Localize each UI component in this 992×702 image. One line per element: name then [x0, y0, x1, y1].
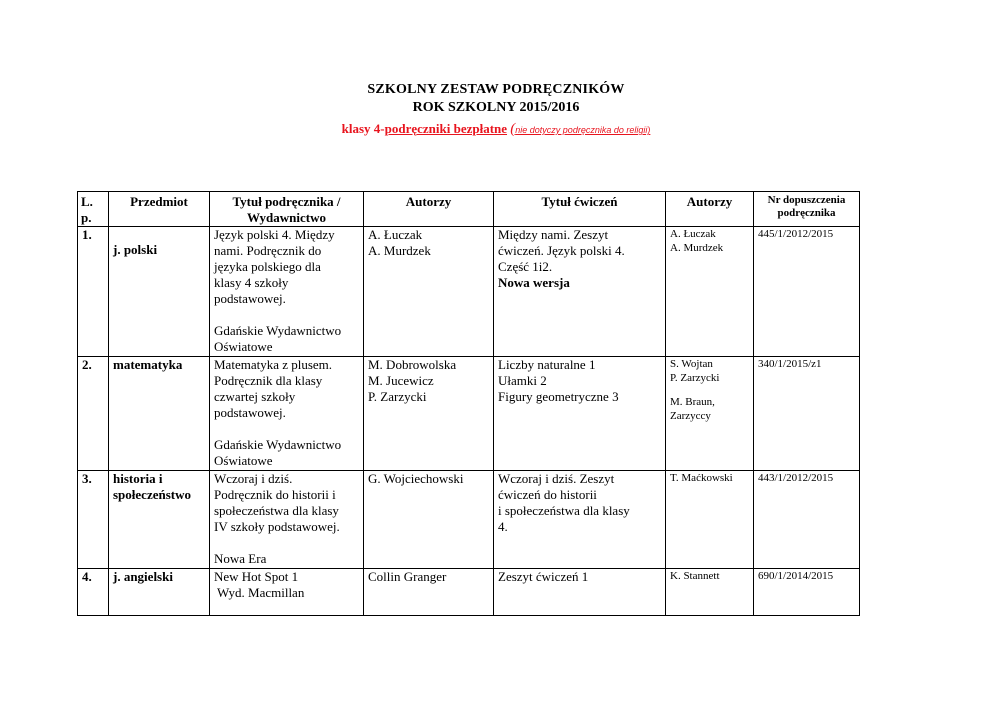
workbook-line: Zeszyt ćwiczeń 1: [498, 569, 589, 584]
workbook-authors-cell: [666, 471, 754, 569]
subject-cell: [109, 471, 210, 569]
authors-cell: [364, 471, 494, 569]
textbook-cell: [210, 227, 364, 357]
row-number: 1.: [78, 227, 109, 357]
author-line: P. Zarzycki: [368, 389, 427, 404]
textbook-line: Podręcznik dla klasy: [214, 373, 323, 388]
subject-cell: j. polski: [109, 227, 210, 357]
author-line: G. Wojciechowski: [368, 471, 464, 486]
author-line: Collin Granger: [368, 569, 447, 584]
subject-cell: matematyka: [109, 357, 210, 471]
workbook-cell: [494, 227, 666, 357]
subject-cell: j. angielski: [109, 569, 210, 616]
author-line: A. Łuczak: [368, 227, 423, 242]
textbook-line: Podręcznik do historii i: [214, 487, 336, 502]
textbook-line: podstawowej.: [214, 405, 286, 420]
workbook-author-line: M. Braun,: [670, 396, 715, 408]
approval-number-cell: 690/1/2014/2015: [754, 569, 860, 616]
class-prefix: klasy 4-: [341, 121, 385, 136]
textbook-cell: [210, 569, 364, 616]
table-row: [78, 227, 860, 357]
textbook-line: New Hot Spot 1: [214, 569, 299, 584]
publisher-line: Nowa Era: [214, 551, 267, 566]
table-row: [78, 357, 860, 471]
author-line: M. Dobrowolska: [368, 357, 457, 372]
workbook-author-line: P. Zarzycki: [670, 372, 720, 384]
workbook-line: ćwiczeń. Język polski 4.: [498, 243, 625, 258]
workbook-author-line: A. Łuczak: [670, 228, 716, 240]
textbook-line: języka polskiego dla: [214, 259, 321, 274]
col-header-workbook: Tytuł ćwiczeń: [494, 192, 666, 227]
workbook-line: i społeczeństwa dla klasy: [498, 503, 630, 518]
table-row: [78, 471, 860, 569]
author-line: A. Murdzek: [368, 243, 431, 258]
table-header-row: [78, 192, 860, 227]
table-row: [78, 569, 860, 616]
textbook-line: Wczoraj i dziś.: [214, 471, 293, 486]
authors-cell: [364, 357, 494, 471]
workbook-line: Wczoraj i dziś. Zeszyt: [498, 471, 615, 486]
textbook-line: nami. Podręcznik do: [214, 243, 322, 258]
row-number: 4.: [78, 569, 109, 616]
col-header-workbook-authors: Autorzy: [666, 192, 754, 227]
approval-number-cell: 340/1/2015/z1: [754, 357, 860, 471]
workbook-authors-cell: [666, 569, 754, 616]
subject-line: historia i: [113, 471, 163, 486]
publisher-line: Oświatowe: [214, 453, 273, 468]
workbook-cell: [494, 471, 666, 569]
approval-number-cell: 445/1/2012/2015: [754, 227, 860, 357]
workbook-cell: [494, 569, 666, 616]
school-year: ROK SZKOLNY 2015/2016: [412, 100, 580, 115]
col-header-lp: L. p.: [78, 192, 109, 227]
workbook-line: Figury geometryczne 3: [498, 389, 619, 404]
publisher-line: Gdańskie Wydawnictwo: [214, 437, 342, 452]
workbook-author-line: S. Wojtan: [670, 358, 713, 370]
col-header-authors: Autorzy: [364, 192, 494, 227]
workbook-line: 4.: [498, 519, 508, 534]
workbook-line: Między nami. Zeszyt: [498, 227, 609, 242]
free-textbooks-label: podręczniki bezpłatne: [384, 121, 508, 136]
textbook-line: Wyd. Macmillan: [214, 585, 305, 600]
textbook-line: podstawowej.: [214, 291, 286, 306]
workbook-author-line: Zarzyccy: [670, 410, 711, 422]
workbook-author-line: A. Murdzek: [670, 242, 724, 254]
col-header-subject: Przedmiot: [109, 192, 210, 227]
note-paren: (: [510, 121, 516, 137]
subject-line: społeczeństwo: [113, 487, 191, 502]
document-title: SZKOLNY ZESTAW PODRĘCZNIKÓW: [367, 82, 625, 97]
workbook-authors-cell: [666, 357, 754, 471]
textbook-line: czwartej szkoły: [214, 389, 296, 404]
workbook-line: Ułamki 2: [498, 373, 547, 388]
workbook-line: Liczby naturalne 1: [498, 357, 596, 372]
workbook-author-line: T. Maćkowski: [670, 472, 733, 484]
religion-note: nie dotyczy podręcznika do religii): [515, 125, 651, 135]
textbook-line: społeczeństwa dla klasy: [214, 503, 339, 518]
textbook-line: Matematyka z plusem.: [214, 357, 333, 372]
textbook-cell: [210, 471, 364, 569]
row-number: 2.: [78, 357, 109, 471]
workbook-cell: [494, 357, 666, 471]
approval-number-cell: 443/1/2012/2015: [754, 471, 860, 569]
workbook-author-line: K. Stannett: [670, 570, 720, 582]
class-subtitle: [0, 121, 992, 138]
publisher-line: Gdańskie Wydawnictwo: [214, 323, 342, 338]
textbook-line: klasy 4 szkoły: [214, 275, 289, 290]
publisher-line: Oświatowe: [214, 339, 273, 354]
col-header-textbook: Tytuł podręcznika / Wydawnictwo: [210, 192, 364, 227]
textbook-cell: [210, 357, 364, 471]
author-line: M. Jucewicz: [368, 373, 434, 388]
workbook-line: Część 1i2.: [498, 259, 553, 274]
textbook-line: Język polski 4. Między: [214, 227, 335, 242]
authors-cell: [364, 227, 494, 357]
workbook-new-version: Nowa wersja: [498, 275, 570, 290]
textbook-line: IV szkoły podstawowej.: [214, 519, 340, 534]
authors-cell: [364, 569, 494, 616]
row-number: 3.: [78, 471, 109, 569]
workbook-line: ćwiczeń do historii: [498, 487, 597, 502]
col-header-approval: Nr dopuszczenia podręcznika: [754, 192, 860, 227]
workbook-authors-cell: [666, 227, 754, 357]
textbook-table: [77, 191, 860, 616]
